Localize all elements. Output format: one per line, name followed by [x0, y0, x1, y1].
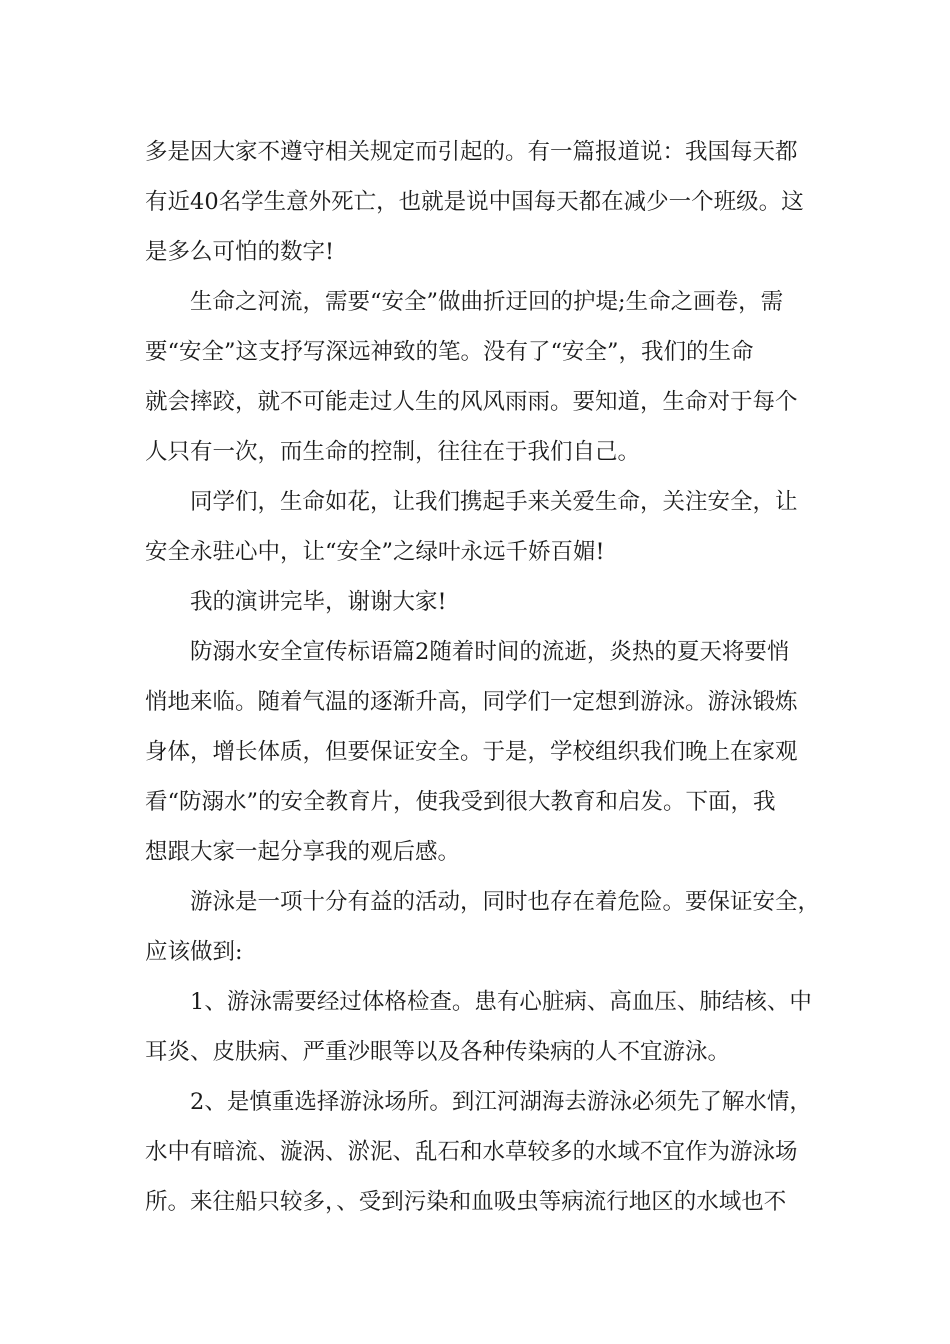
text-line: 有近40名学生意外死亡，也就是说中国每天都在减少一个班级。这 [145, 189, 804, 215]
paragraph-first-line: 同学们，生命如花，让我们携起手来关爱生命，关注安全，让 [190, 489, 798, 515]
text-line: 是多么可怕的数字! [145, 239, 335, 265]
text-line: 看“防溺水”的安全教育片，使我受到很大教育和启发。下面，我 [145, 789, 776, 815]
text-line: 人只有一次，而生命的控制，往往在于我们自己。 [145, 439, 641, 465]
paragraph-first-line: 1、游泳需要经过体格检查。患有心脏病、高血压、肺结核、中 [190, 989, 812, 1015]
text-line: 就会摔跤，就不可能走过人生的风风雨雨。要知道，生命对于每个 [145, 389, 798, 415]
text-line: 要“安全”这支抒写深远神致的笔。没有了“安全”，我们的生命 [145, 339, 754, 365]
text-line: 应该做到: [145, 939, 243, 965]
text-line: 耳炎、皮肤病、严重沙眼等以及各种传染病的人不宜游泳。 [145, 1039, 731, 1065]
text-line: 所。来往船只较多，、受到污染和血吸虫等病流行地区的水域也不 [145, 1189, 787, 1215]
text-line: 水中有暗流、漩涡、淤泥、乱石和水草较多的水域不宜作为游泳场 [145, 1139, 798, 1165]
text-line: 悄地来临。随着气温的逐渐升高，同学们一定想到游泳。游泳锻炼 [145, 689, 798, 715]
paragraph-first-line: 2、是慎重选择游泳场所。到江河湖海去游泳必须先了解水情， [190, 1089, 812, 1115]
paragraph-first-line: 我的演讲完毕，谢谢大家! [190, 589, 447, 615]
text-line: 安全永驻心中，让“安全”之绿叶永远千娇百媚! [145, 539, 605, 565]
text-line: 身体，增长体质，但要保证安全。于是，学校组织我们晚上在家观 [145, 739, 798, 765]
text-line: 多是因大家不遵守相关规定而引起的。有一篇报道说：我国每天都 [145, 139, 798, 165]
paragraph-first-line: 防溺水安全宣传标语篇2随着时间的流逝，炎热的夏天将要悄 [190, 639, 790, 665]
text-line: 想跟大家一起分享我的观后感。 [145, 839, 461, 865]
paragraph-first-line: 生命之河流，需要“安全”做曲折迂回的护堤;生命之画卷，需 [190, 289, 784, 315]
paragraph-first-line: 游泳是一项十分有益的活动，同时也存在着危险。要保证安全， [190, 889, 821, 915]
